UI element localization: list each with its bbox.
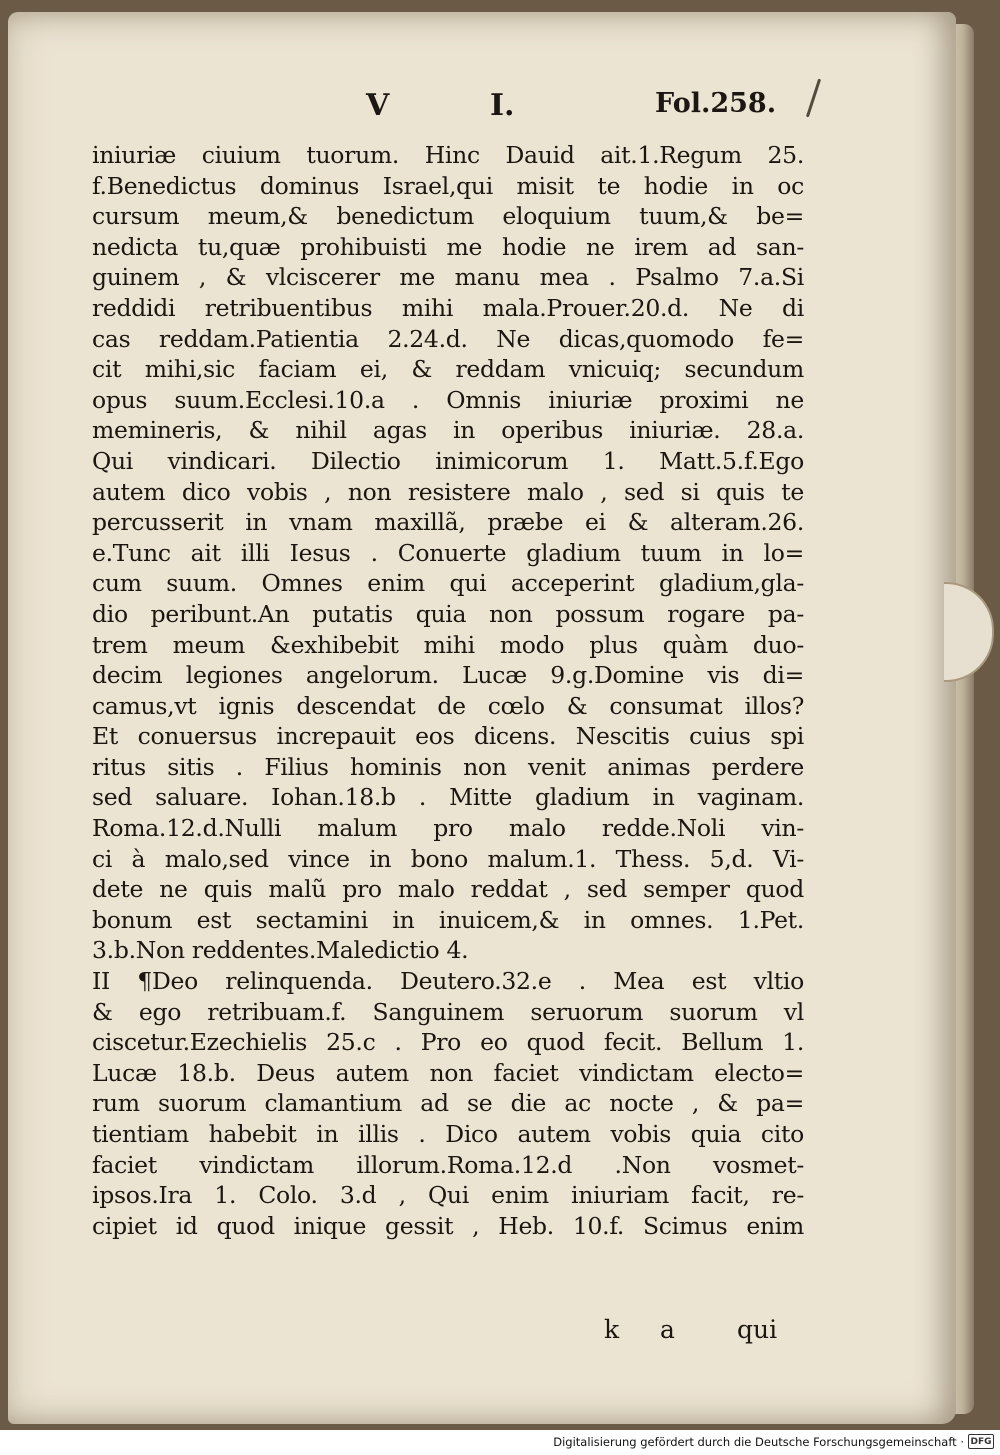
folio-number: Fol.258. — [655, 88, 777, 119]
text-line: faciet vindictam illorum.Roma.12.d .Non vosmet- — [92, 1150, 804, 1179]
text-line: & ego retribuam.f. Sanguinem seruorum suorum vl — [92, 997, 804, 1026]
text-line: Qui vindicari. Dilectio inimicorum 1. Matt.5.f.Ego — [92, 446, 804, 475]
text-line: cum suum. Omnes enim qui acceperint gladium,gla- — [92, 569, 804, 598]
text-line: trem meum &exhibebit mihi modo plus quàm duo- — [92, 630, 804, 659]
text-line: nedicta tu,quæ prohibuisti me hodie ne irem ad san- — [92, 232, 804, 261]
text-line: tientiam habebit in illis . Dico autem vobis quia cito — [92, 1120, 804, 1148]
page-footer — [0, 1315, 1000, 1355]
text-line: cipiet id quod inique gessit , Heb. 10.f. Scimus enim — [92, 1211, 804, 1240]
text-line: decim legiones angelorum. Lucæ 9.g.Domine vis di= — [92, 661, 804, 690]
text-line: iniuriæ ciuium tuorum. Hinc Dauid ait.1.Regum 25. — [92, 141, 804, 169]
text-line: guinem , & vlciscerer me manu mea . Psalmo 7.a.Si — [92, 263, 804, 292]
text-line: f.Benedictus dominus Israel,qui misit te hodie in oc — [92, 171, 804, 200]
header-left: V — [366, 88, 390, 123]
text-line: cursum meum,& benedictum eloquium tuum,& be= — [92, 202, 804, 231]
funding-credit: Digitalisierung gefördert durch die Deutsche Forschungsgemeinschaft · — [553, 1435, 964, 1449]
text-line: 3.b.Non reddentes.Maledictio 4. — [92, 936, 469, 965]
text-line: e.Tunc ait illi Iesus . Conuerte gladium tuum in lo= — [92, 538, 804, 567]
text-line: camus,vt ignis descendat de cœlo & consumat illos? — [92, 691, 804, 720]
text-line: percusserit in vnam maxillã, præbe ei & alteram.26. — [92, 508, 804, 537]
body-text — [92, 140, 804, 1241]
signature-mark: a — [660, 1315, 675, 1344]
text-line: reddidi retribuentibus mihi mala.Prouer.20.d. Ne di — [92, 293, 804, 322]
text-line: bonum est sectamini in inuicem,& in omnes. 1.Pet. — [92, 905, 804, 934]
credit-bar — [0, 1430, 1000, 1455]
text-line: Et conuersus increpauit eos dicens. Nescitis cuius spi — [92, 722, 804, 751]
text-line: dete ne quis malũ pro malo reddat , sed semper quod — [92, 875, 804, 904]
text-line: memineris, & nihil agas in operibus iniuriæ. 28.a. — [92, 416, 804, 445]
text-line: cit mihi,sic faciam ei, & reddam vnicuiq; secundum — [92, 355, 804, 384]
text-line: cas reddam.Patientia 2.24.d. Ne dicas,quomodo fe= — [92, 324, 804, 353]
catchword: qui — [737, 1315, 778, 1344]
text-line: dio peribunt.An putatis quia non possum rogare pa- — [92, 599, 804, 628]
header-middle: I. — [490, 88, 515, 123]
text-line: rum suorum clamantium ad se die ac nocte , & pa= — [92, 1089, 804, 1118]
text-line: ci à malo,sed vince in bono malum.1. Thess. 5,d. Vi- — [92, 844, 804, 873]
signature-mark: k — [604, 1315, 620, 1344]
text-line: II ¶Deo relinquenda. Deutero.32.e . Mea est vltio — [92, 967, 804, 996]
text-line: autem dico vobis , non resistere malo , sed si quis te — [92, 477, 804, 506]
running-header — [0, 88, 1000, 138]
text-line: ipsos.Ira 1. Colo. 3.d , Qui enim iniuriam facit, re- — [92, 1181, 804, 1210]
text-line: ciscetur.Ezechielis 25.c . Pro eo quod fecit. Bellum 1. — [92, 1028, 804, 1057]
text-line: opus suum.Ecclesi.10.a . Omnis iniuriæ proximi ne — [92, 385, 804, 414]
dfg-logo-icon: DFG — [968, 1434, 994, 1449]
text-line: sed saluare. Iohan.18.b . Mitte gladium in vaginam. — [92, 783, 804, 812]
text-line: Roma.12.d.Nulli malum pro malo redde.Noli vin- — [92, 814, 804, 843]
text-line: Lucæ 18.b. Deus autem non faciet vindictam electo= — [92, 1058, 804, 1087]
text-line: ritus sitis . Filius hominis non venit animas perdere — [92, 752, 804, 781]
